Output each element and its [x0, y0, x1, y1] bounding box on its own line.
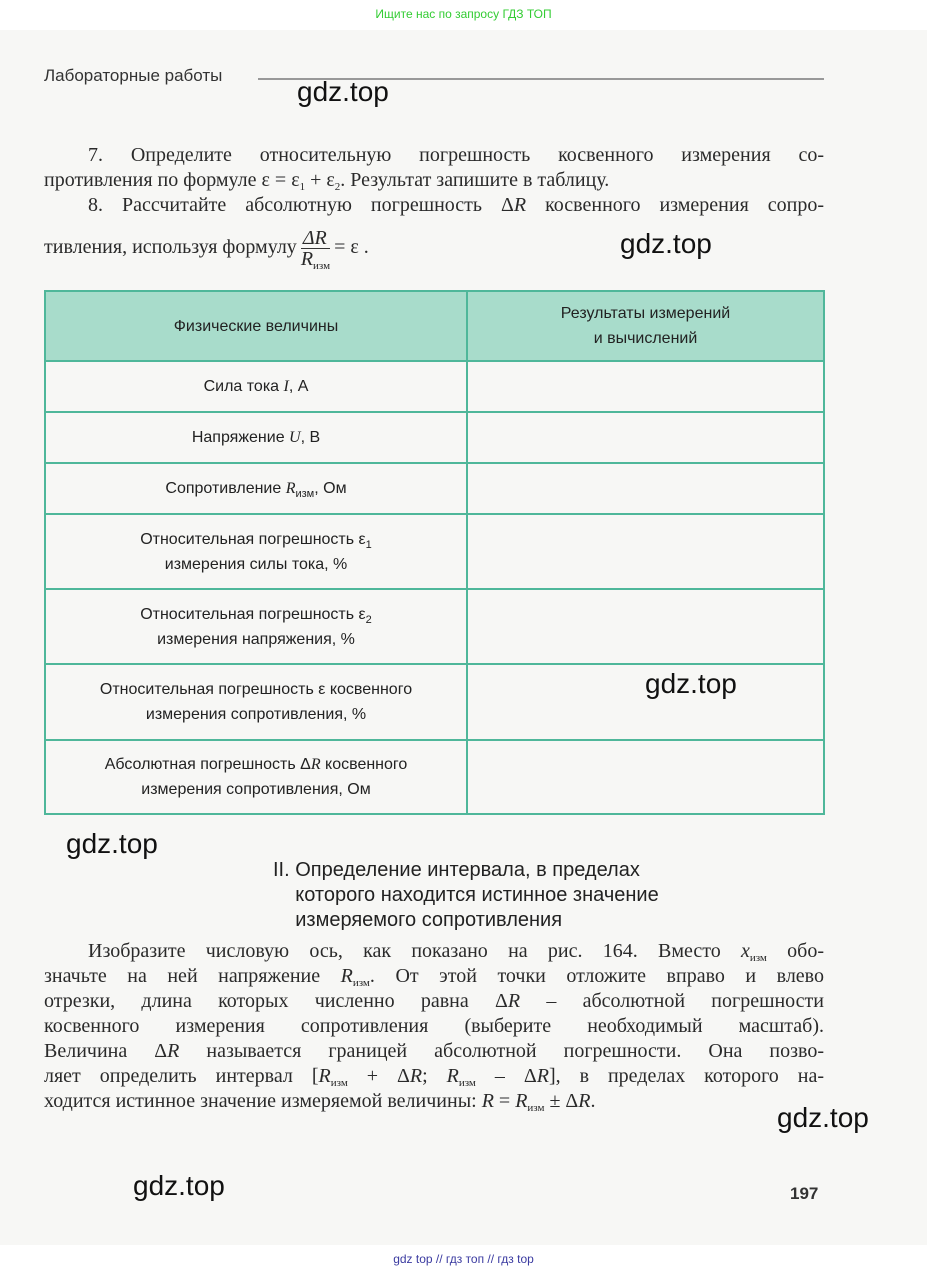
quantity-cell: [45, 664, 467, 740]
result-cell[interactable]: [467, 361, 824, 412]
numerator: ΔR: [301, 228, 330, 249]
step8-line1: [88, 193, 824, 218]
subscript: изм: [352, 977, 370, 989]
search-hint-banner: Ищите нас по запросу ГДЗ ТОП: [375, 7, 552, 21]
text: Относительная погрешность ε: [140, 530, 366, 548]
text: значьте на ней напряжение: [44, 965, 341, 987]
text: Изобразите числовую ось, как показано на рис. 164. Вместо: [88, 940, 741, 962]
text: ;: [422, 1065, 447, 1087]
text: измеряемого сопротивления: [295, 909, 563, 931]
body-line: [44, 964, 824, 989]
text: Абсолютная погрешность Δ: [104, 756, 311, 773]
variable: U: [289, 429, 301, 446]
variable: R: [513, 194, 527, 216]
text: ходится истинное значение измеряемой величины:: [44, 1090, 482, 1112]
variable: R: [409, 1065, 423, 1087]
result-cell[interactable]: [467, 463, 824, 514]
table-row: [45, 664, 824, 740]
section-title: [295, 858, 658, 933]
text: , Ом: [314, 480, 347, 497]
body-line: косвенного измерения сопротивления (выберите необходимый масштаб).: [44, 1015, 824, 1037]
text: Сила тока: [203, 378, 284, 395]
body-line: [88, 939, 824, 964]
text: . От этой точки отложите вправо и влево: [369, 965, 824, 987]
section-number: II.: [273, 859, 290, 881]
subscript: изм: [330, 1077, 348, 1089]
formula-fraction: [300, 227, 331, 272]
text: Относительная погрешность ε: [140, 605, 366, 623]
text: – абсолютной погрешности: [520, 990, 824, 1012]
section-heading: [273, 858, 659, 933]
text: Напряжение: [191, 429, 290, 446]
step8-line2: [44, 227, 824, 272]
quantity-cell: [45, 463, 467, 514]
quantity-cell: [45, 740, 467, 814]
table-row: [45, 514, 824, 589]
text: = ε .: [334, 236, 369, 259]
watermark: gdz.top: [133, 1170, 225, 1201]
text: , А: [288, 378, 309, 395]
variable: R: [310, 756, 321, 773]
watermark: gdz.top: [620, 228, 712, 259]
result-cell[interactable]: [467, 589, 824, 664]
variable: R: [507, 990, 521, 1012]
text: которого находится истинное значение: [295, 884, 659, 906]
variable: R: [318, 1065, 331, 1087]
text: Величина Δ: [44, 1040, 168, 1062]
subscript: 2: [365, 613, 372, 626]
text: . Результат запишите в таблицу.: [340, 169, 610, 191]
table-row: [45, 361, 824, 412]
variable: R: [515, 1090, 528, 1112]
quantity-cell: [45, 514, 467, 589]
text: + Δ: [347, 1065, 410, 1087]
text: измерения силы тока, %: [164, 555, 348, 573]
result-cell[interactable]: [467, 514, 824, 589]
header-quantities: Физические величины: [45, 291, 467, 361]
variable: R: [167, 1040, 180, 1062]
text: тивления, используя формулу: [44, 236, 297, 259]
watermark: gdz.top: [777, 1102, 869, 1133]
text: , В: [300, 429, 321, 446]
text: обо-: [766, 940, 824, 962]
text: + ε: [305, 169, 335, 191]
step7-line1: 7. Определите относительную погрешность косвенного измерения со-: [88, 144, 824, 166]
variable: R: [300, 248, 314, 270]
table-row: [45, 740, 824, 814]
step7-line2: [44, 168, 824, 193]
text: и вычислений: [593, 330, 698, 347]
text: Результаты измерений: [560, 305, 731, 322]
variable: R: [578, 1090, 591, 1112]
variable: R: [340, 965, 353, 987]
body-line: [44, 1089, 824, 1114]
text: отрезки, длина которых численно равна Δ: [44, 990, 508, 1012]
subscript: изм: [295, 488, 315, 500]
text: косвенного измерения сопро-: [526, 194, 824, 216]
subscript: изм: [749, 952, 767, 964]
text: .: [590, 1090, 596, 1112]
table-row: [45, 589, 824, 664]
text: =: [493, 1090, 516, 1112]
variable: R: [446, 1065, 459, 1087]
text: – Δ: [475, 1065, 537, 1087]
quantity-cell: [45, 412, 467, 463]
watermark: gdz.top: [645, 668, 737, 699]
text: ляет определить интервал [: [44, 1065, 319, 1087]
variable: R: [536, 1065, 549, 1087]
body-line: [44, 1039, 824, 1064]
table-header-row: [45, 291, 824, 361]
body-line: [44, 989, 824, 1014]
denominator: [300, 248, 331, 272]
subscript: изм: [458, 1077, 476, 1089]
text: противления по формуле ε = ε: [44, 169, 300, 191]
text: ], в пределах которого на-: [548, 1065, 825, 1087]
page-number: 197: [790, 1184, 819, 1203]
text: Сопротивление: [165, 480, 286, 497]
text: измерения сопротивления, %: [145, 706, 367, 723]
watermark: gdz.top: [297, 76, 389, 107]
text: измерения сопротивления, Ом: [141, 781, 371, 798]
body-line: [44, 1064, 824, 1089]
footer-links: gdz top // гдз топ // гдз top: [393, 1252, 534, 1266]
variable: R: [285, 480, 296, 497]
table-row: [45, 463, 824, 514]
subscript: 1: [365, 538, 372, 551]
text: называется границей абсолютной погрешности. Она позво-: [179, 1040, 824, 1062]
results-table: [44, 290, 825, 815]
result-cell[interactable]: [467, 664, 824, 740]
text: 8. Рассчитайте абсолютную погрешность Δ: [88, 194, 514, 216]
variable: I: [283, 378, 289, 395]
text: Относительная погрешность ε косвенного: [99, 681, 413, 698]
header-results: [467, 291, 824, 361]
subscript: 2: [334, 181, 341, 193]
text: измерения напряжения, %: [157, 630, 355, 648]
subscript: 1: [299, 181, 306, 193]
text: косвенного: [320, 756, 408, 773]
table-row: [45, 412, 824, 463]
text: Определение интервала, в пределах: [295, 859, 640, 881]
result-cell[interactable]: [467, 412, 824, 463]
variable: R: [481, 1090, 494, 1112]
subscript: изм: [527, 1102, 545, 1114]
quantity-cell: [45, 589, 467, 664]
text: ± Δ: [544, 1090, 579, 1112]
watermark: gdz.top: [66, 828, 158, 859]
variable: x: [740, 940, 750, 962]
running-head: Лабораторные работы: [44, 66, 223, 85]
quantity-cell: [45, 361, 467, 412]
result-cell[interactable]: [467, 740, 824, 814]
subscript: изм: [313, 260, 331, 272]
